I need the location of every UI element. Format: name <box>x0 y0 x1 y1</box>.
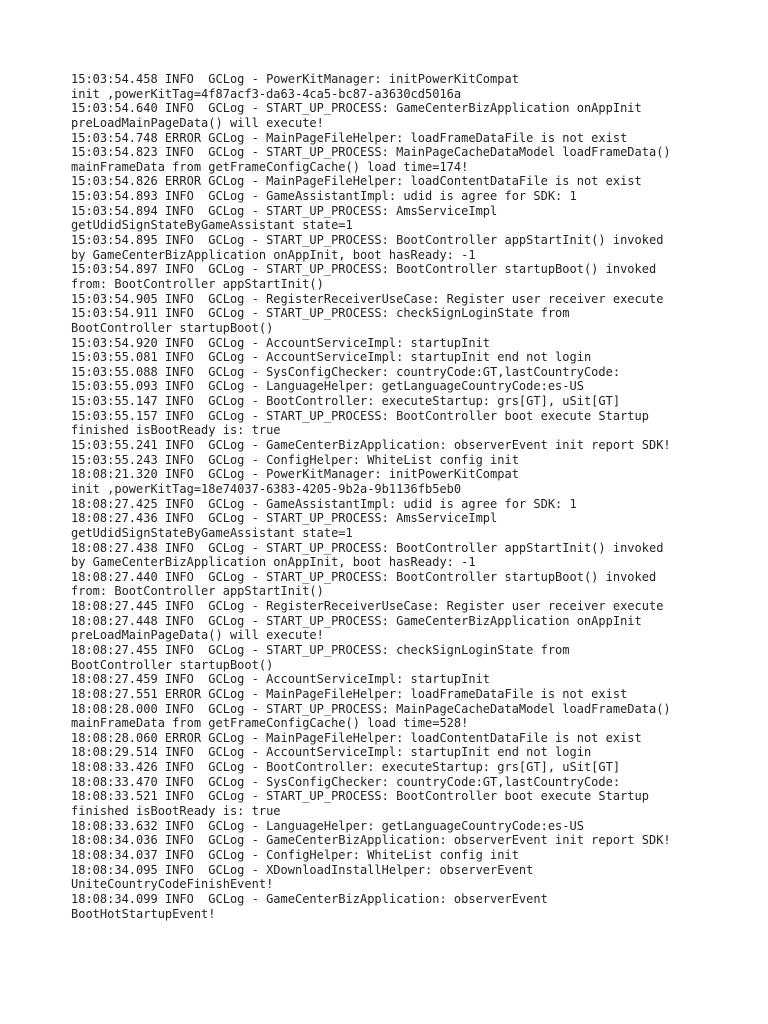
log-line: 18:08:34.037 INFO GCLog - ConfigHelper: WhiteList config init <box>71 847 519 862</box>
log-line: mainFrameData from getFrameConfigCache() load time=174! <box>71 159 469 174</box>
log-line: 15:03:54.894 INFO GCLog - START_UP_PROCESS: AmsServiceImpl <box>71 203 498 218</box>
log-line: 15:03:55.147 INFO GCLog - BootController: executeStartup: grs[GT], uSit[GT] <box>71 394 621 409</box>
log-line: 15:03:54.823 INFO GCLog - START_UP_PROCESS: MainPageCacheDataModel loadFrameData() <box>71 145 671 160</box>
log-line: 18:08:33.426 INFO GCLog - BootController: executeStartup: grs[GT], uSit[GT] <box>71 760 621 775</box>
log-line: preLoadMainPageData() will execute! <box>71 628 324 643</box>
log-line: 15:03:54.895 INFO GCLog - START_UP_PROCESS: BootController appStartInit() invoked <box>71 233 664 248</box>
log-line: getUdidSignStateByGameAssistant state=1 <box>71 525 353 540</box>
log-line: 18:08:34.095 INFO GCLog - XDownloadInstallHelper: observerEvent <box>71 862 534 877</box>
log-line: 18:08:27.438 INFO GCLog - START_UP_PROCESS: BootController appStartInit() invoked <box>71 540 664 555</box>
log-line: 18:08:27.440 INFO GCLog - START_UP_PROCESS: BootController startupBoot() invoked <box>71 569 657 584</box>
log-line: getUdidSignStateByGameAssistant state=1 <box>71 218 353 233</box>
log-line: by GameCenterBizApplication onAppInit, boot hasReady: -1 <box>71 555 476 570</box>
log-line: init ,powerKitTag=4f87acf3-da63-4ca5-bc87-a3630cd5016a <box>71 86 462 101</box>
log-line: 15:03:54.826 ERROR GCLog - MainPageFileHelper: loadContentDataFile is not exist <box>71 174 642 189</box>
log-line: 15:03:55.088 INFO GCLog - SysConfigChecker: countryCode:GT,lastCountryCode: <box>71 364 621 379</box>
log-line: 18:08:27.436 INFO GCLog - START_UP_PROCESS: AmsServiceImpl <box>71 511 498 526</box>
log-line: from: BootController appStartInit() <box>71 276 324 291</box>
log-line: by GameCenterBizApplication onAppInit, boot hasReady: -1 <box>71 247 476 262</box>
log-line: 18:08:29.514 INFO GCLog - AccountServiceImpl: startupInit end not login <box>71 745 592 760</box>
log-line: 15:03:54.911 INFO GCLog - START_UP_PROCESS: checkSignLoginState from <box>71 306 570 321</box>
log-line: 18:08:27.455 INFO GCLog - START_UP_PROCESS: checkSignLoginState from <box>71 642 570 657</box>
log-line: UniteCountryCodeFinishEvent! <box>71 877 274 892</box>
log-text-body <box>71 72 761 921</box>
log-line: 15:03:54.897 INFO GCLog - START_UP_PROCESS: BootController startupBoot() invoked <box>71 262 657 277</box>
log-line: 18:08:27.459 INFO GCLog - AccountServiceImpl: startupInit <box>71 672 491 687</box>
log-line: BootController startupBoot() <box>71 657 274 672</box>
log-line: mainFrameData from getFrameConfigCache() load time=528! <box>71 716 469 731</box>
log-line: 15:03:55.093 INFO GCLog - LanguageHelper: getLanguageCountryCode:es-US <box>71 379 584 394</box>
log-line: preLoadMainPageData() will execute! <box>71 115 324 130</box>
log-line: finished isBootReady is: true <box>71 423 281 438</box>
log-line: 18:08:21.320 INFO GCLog - PowerKitManager: initPowerKitCompat <box>71 467 519 482</box>
log-line: 18:08:27.445 INFO GCLog - RegisterReceiverUseCase: Register user receiver execute <box>71 599 664 614</box>
log-line: 15:03:54.640 INFO GCLog - START_UP_PROCESS: GameCenterBizApplication onAppInit <box>71 101 642 116</box>
log-document <box>71 72 761 921</box>
log-line: 18:08:28.000 INFO GCLog - START_UP_PROCESS: MainPageCacheDataModel loadFrameData() <box>71 701 671 716</box>
log-line: 18:08:33.521 INFO GCLog - START_UP_PROCESS: BootController boot execute Startup <box>71 789 649 804</box>
log-line: 15:03:54.905 INFO GCLog - RegisterReceiverUseCase: Register user receiver execute <box>71 291 664 306</box>
log-line: init ,powerKitTag=18e74037-6383-4205-9b2a-9b1136fb5eb0 <box>71 481 462 496</box>
log-line: 18:08:34.036 INFO GCLog - GameCenterBizApplication: observerEvent init report SDK! <box>71 833 671 848</box>
log-line: 18:08:34.099 INFO GCLog - GameCenterBizApplication: observerEvent <box>71 891 548 906</box>
log-line: 15:03:55.157 INFO GCLog - START_UP_PROCESS: BootController boot execute Startup <box>71 408 649 423</box>
log-line: finished isBootReady is: true <box>71 804 281 819</box>
log-line: 15:03:54.893 INFO GCLog - GameAssistantImpl: udid is agree for SDK: 1 <box>71 189 577 204</box>
log-line: 18:08:33.470 INFO GCLog - SysConfigChecker: countryCode:GT,lastCountryCode: <box>71 774 621 789</box>
log-line: BootHotStartupEvent! <box>71 906 216 921</box>
log-line: BootController startupBoot() <box>71 320 274 335</box>
log-line: 18:08:27.551 ERROR GCLog - MainPageFileHelper: loadFrameDataFile is not exist <box>71 686 628 701</box>
log-line: 15:03:54.920 INFO GCLog - AccountServiceImpl: startupInit <box>71 335 491 350</box>
log-line: 18:08:28.060 ERROR GCLog - MainPageFileHelper: loadContentDataFile is not exist <box>71 730 642 745</box>
log-line: 18:08:33.632 INFO GCLog - LanguageHelper: getLanguageCountryCode:es-US <box>71 818 584 833</box>
log-line: 18:08:27.448 INFO GCLog - START_UP_PROCESS: GameCenterBizApplication onAppInit <box>71 613 642 628</box>
log-line: 15:03:55.081 INFO GCLog - AccountServiceImpl: startupInit end not login <box>71 350 592 365</box>
log-line: 18:08:27.425 INFO GCLog - GameAssistantImpl: udid is agree for SDK: 1 <box>71 496 577 511</box>
log-line: from: BootController appStartInit() <box>71 584 324 599</box>
log-line: 15:03:55.243 INFO GCLog - ConfigHelper: WhiteList config init <box>71 452 519 467</box>
log-line: 15:03:54.748 ERROR GCLog - MainPageFileHelper: loadFrameDataFile is not exist <box>71 130 628 145</box>
log-line: 15:03:54.458 INFO GCLog - PowerKitManager: initPowerKitCompat <box>71 72 519 86</box>
log-line: 15:03:55.241 INFO GCLog - GameCenterBizApplication: observerEvent init report SDK! <box>71 438 671 453</box>
